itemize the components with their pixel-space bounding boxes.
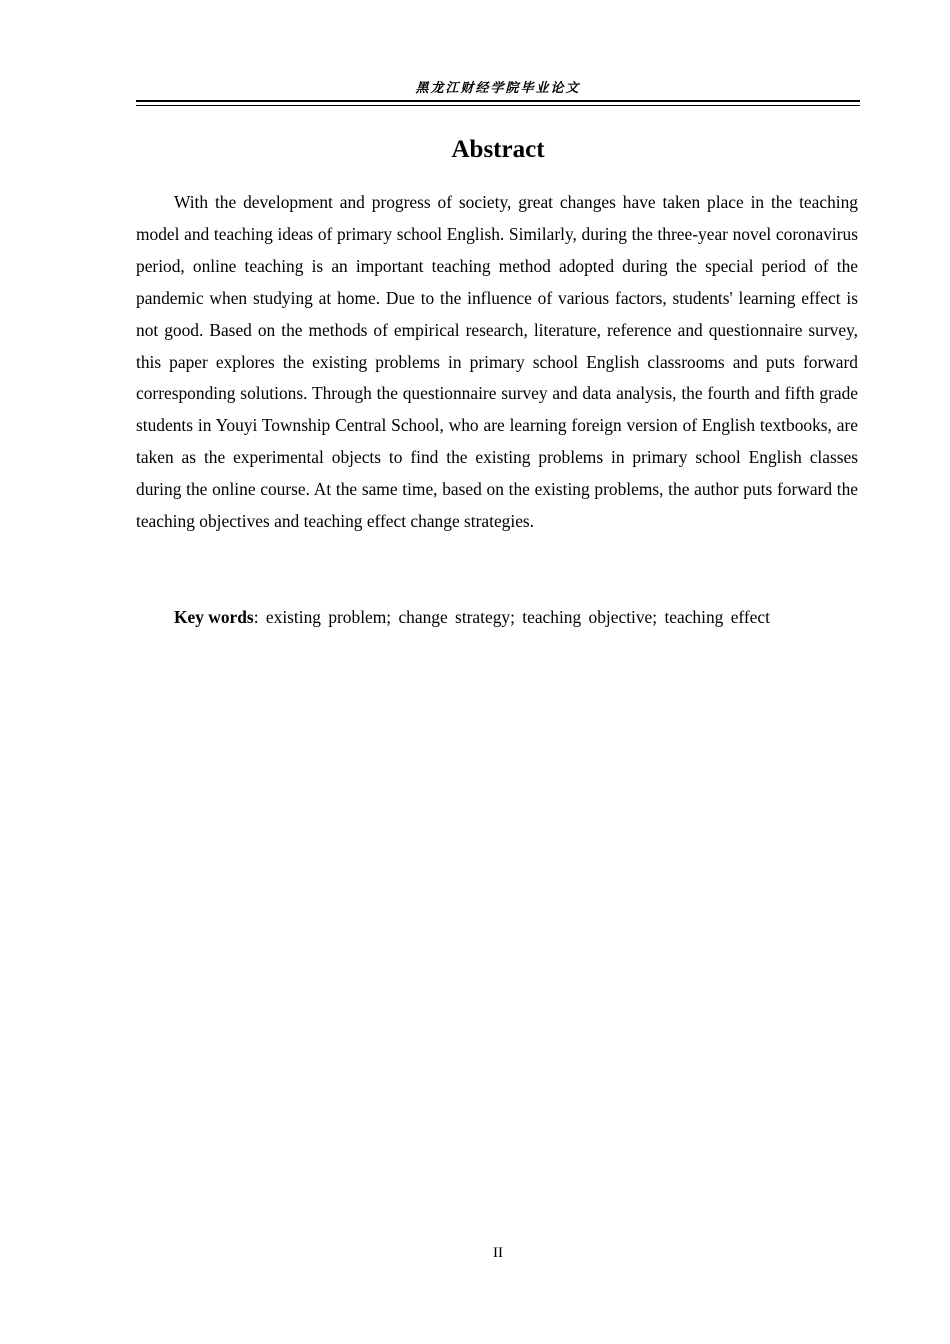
abstract-title: Abstract bbox=[451, 136, 545, 163]
keywords-list: existing problem; change strategy; teaching objective; teaching effect bbox=[265, 607, 770, 627]
header-rule-thin bbox=[136, 105, 860, 106]
abstract-paragraph: With the development and progress of society, great changes have taken place in the teaching model and teaching ideas of primary school English. Similarly, during the three-year novel coronavirus period, online teaching is an important teaching method adopted during the special period of the pandemic when studying at home. Due to the influence of various factors, students' learning effect is not good. Based on the methods of empirical research, literature, reference and questionnaire survey, this paper explores the existing problems in primary school English classrooms and puts forward corresponding solutions. Through the questionnaire survey and data analysis, the fourth and fifth grade students in Youyi Township Central School, who are learning foreign version of English textbooks, are taken as the experimental objects to find the existing problems in primary school English classes during the online course. At the same time, based on the existing problems, the author puts forward the teaching objectives and teaching effect change strategies. bbox=[136, 192, 858, 532]
header-rule-thick bbox=[136, 100, 860, 102]
running-header: 黑龙江财经学院毕业论文 bbox=[415, 81, 581, 96]
page-number: II bbox=[493, 1245, 503, 1261]
keywords-separator: : bbox=[253, 607, 259, 627]
keywords-label: Key words bbox=[174, 607, 254, 627]
keywords-line bbox=[174, 602, 874, 633]
